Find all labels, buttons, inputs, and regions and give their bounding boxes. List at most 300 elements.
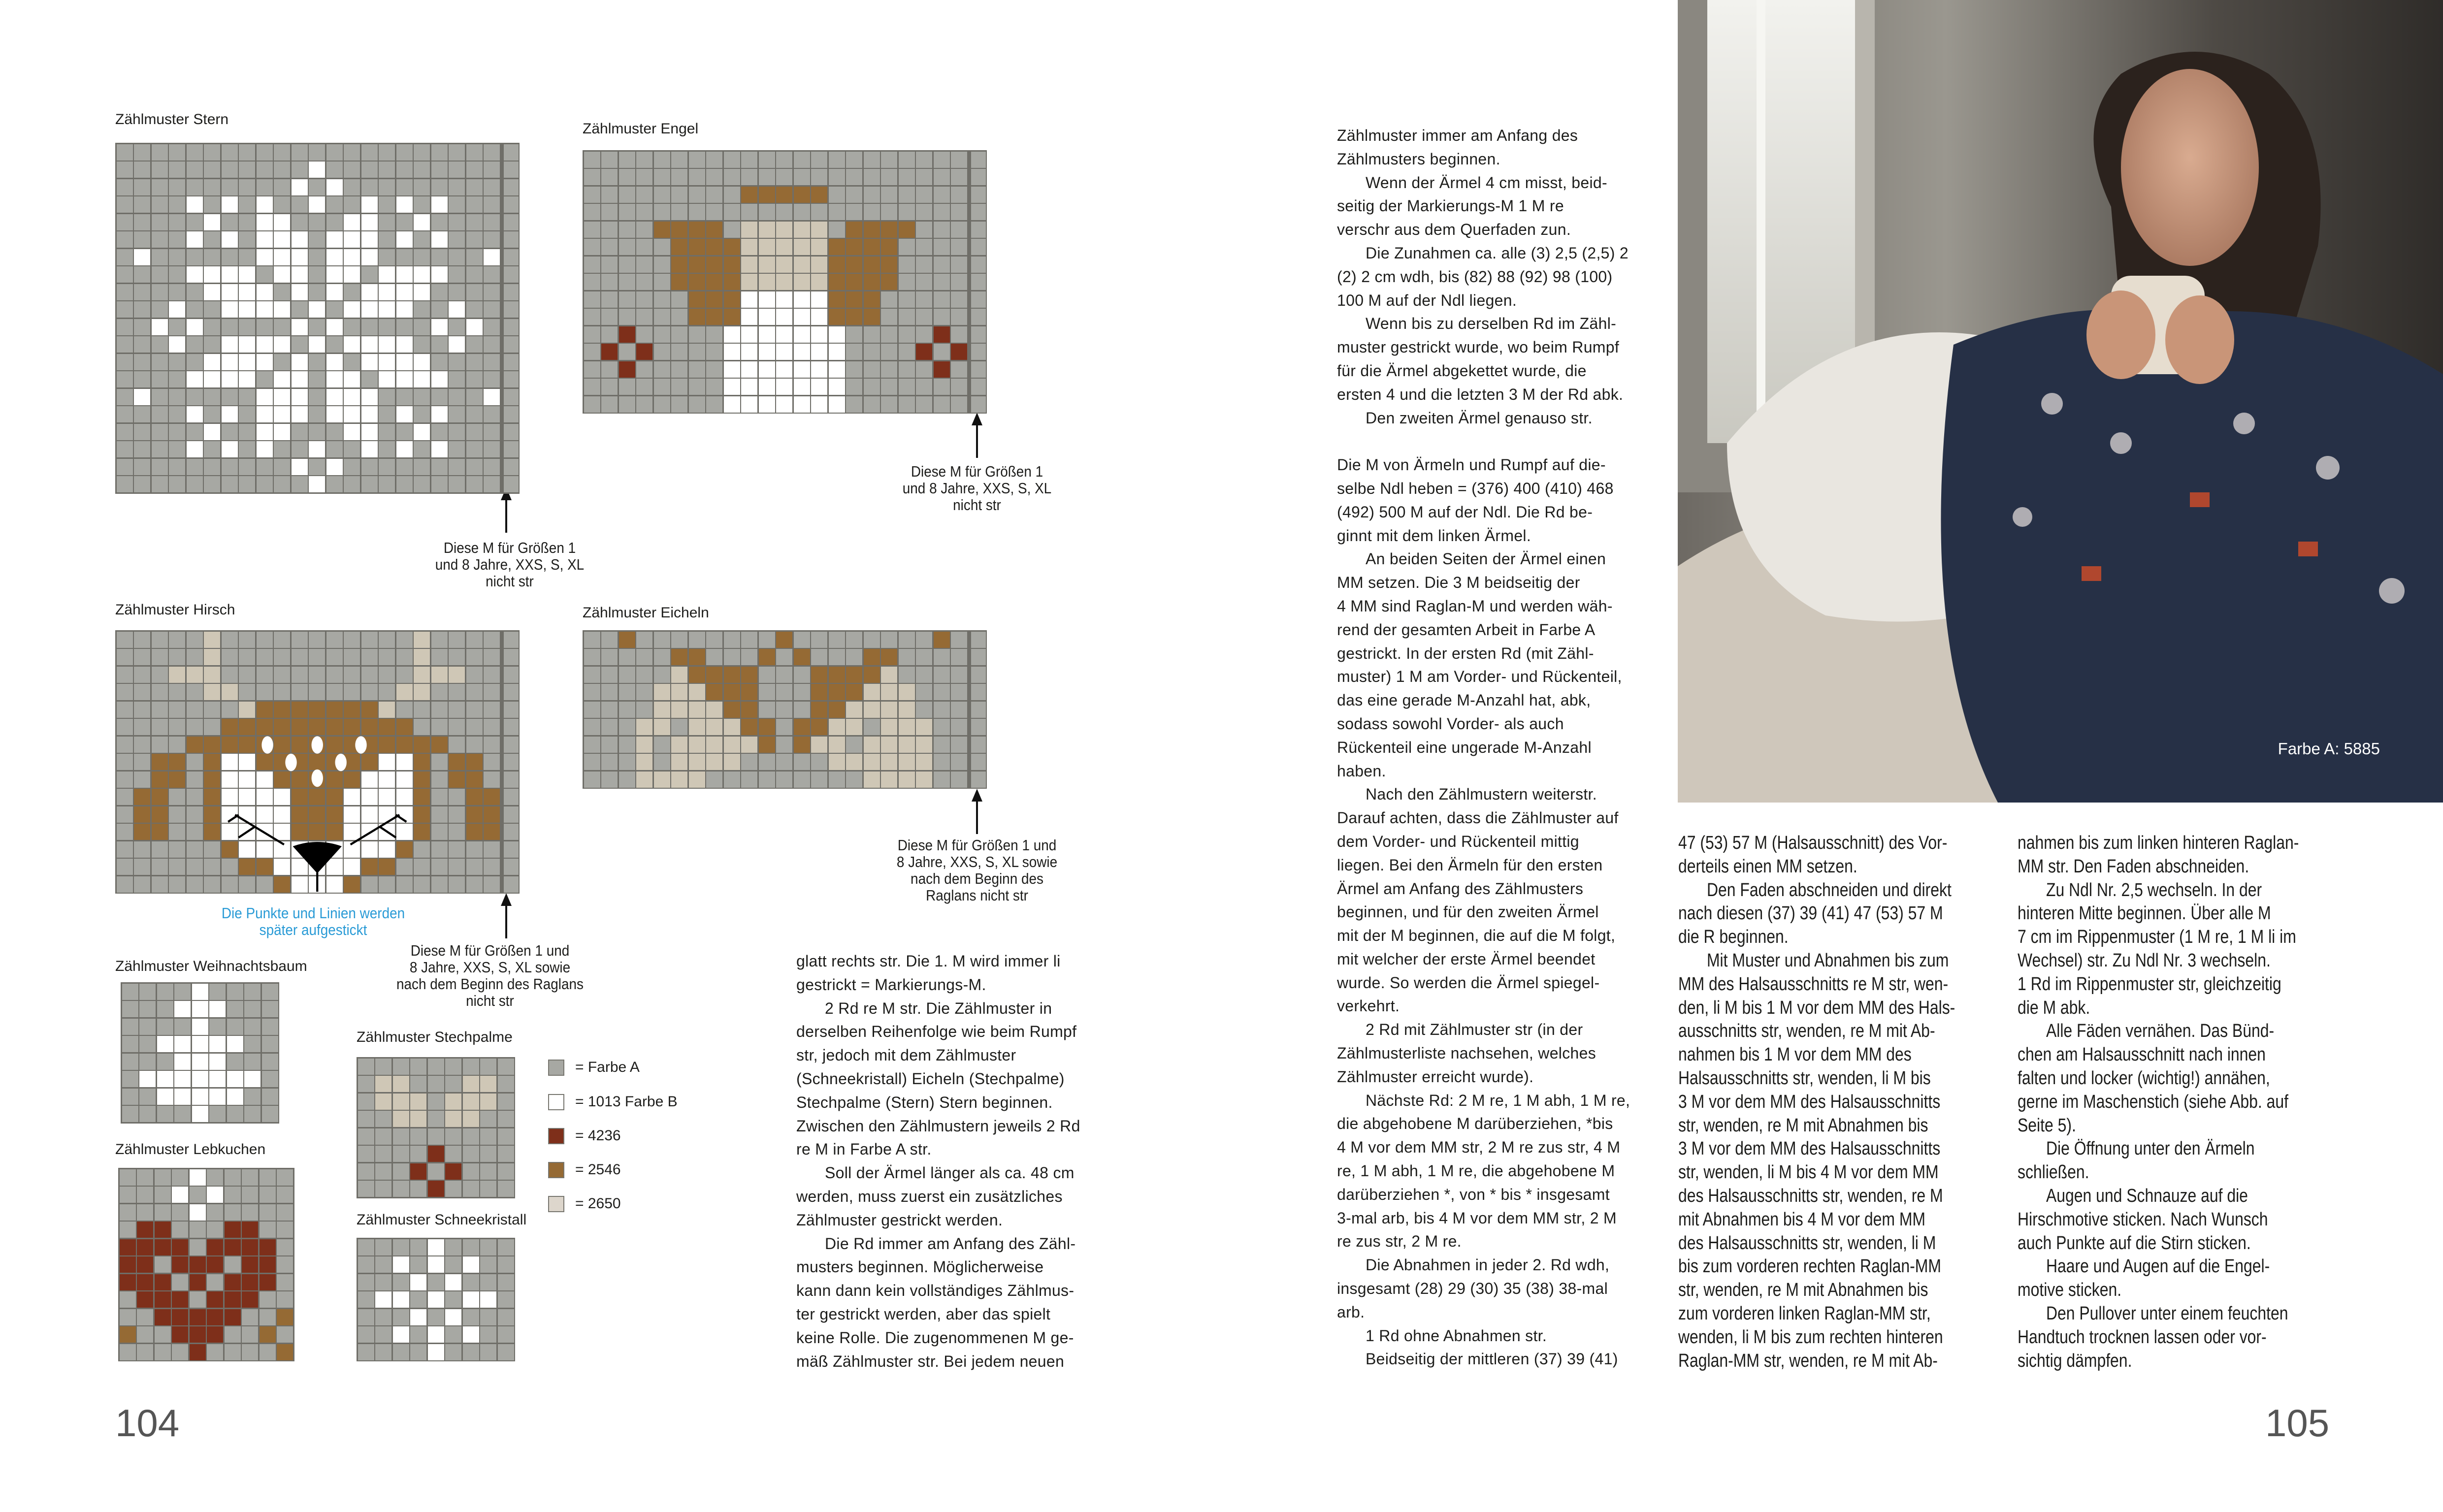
chart-cell [410,1181,426,1197]
chart-cell [706,719,722,735]
chart-cell [169,424,185,440]
chart-cell [671,379,687,395]
chart-cell [899,379,915,395]
chart-cell [601,702,618,718]
text-line: MM des Halsausschnitts re M str, wen- [1678,973,1949,995]
chart-cell [776,396,792,413]
chart-cell [484,249,500,265]
chart-cell [484,301,500,318]
chart-cell [207,1309,223,1325]
note-engel [888,463,1066,514]
chart-cell [209,984,226,1000]
chart-cell [361,266,378,283]
marker-stitch-column [969,630,987,789]
chart-cell [375,1163,391,1180]
chart-cell [654,222,670,238]
chart-cell [951,344,967,360]
chart-cell [292,371,308,387]
chart-cell [361,459,378,475]
chart-cell [155,1239,171,1255]
chart-cell [117,231,133,248]
text-line: darüberziehen *, von * bis * insgesamt [1337,1185,1610,1203]
chart-cell [257,371,273,387]
color-swatch [548,1196,564,1212]
chart-cell [899,169,915,185]
marker-cell [504,476,519,492]
chart-cell [794,684,810,700]
chart-cell [277,1204,293,1221]
chart-cell [227,984,243,1000]
chart-cell [277,1326,293,1343]
chart-cell [157,1106,173,1122]
note-stern [421,540,598,590]
chart-cell [584,737,600,753]
chart-cell [759,361,775,378]
chart-cell [445,1239,461,1255]
chart-cell [174,1001,191,1017]
chart-cell [449,406,465,422]
chart-cell [899,344,915,360]
chart-cell [846,187,862,203]
chart-cell [204,266,220,283]
chart-cell [724,754,740,770]
chart-cell [187,424,203,440]
chart-cell [724,361,740,378]
marker-cell [504,249,519,265]
chart-cell [864,187,880,203]
chart-cell [584,291,600,308]
chart-cell [120,1256,136,1273]
chart-cell [498,1094,514,1110]
text-column-3 [1678,832,2013,1373]
text-line: rend der gesamten Arbeit in Farbe A [1337,620,1596,639]
text-line: re zus str, 2 M re. [1337,1232,1462,1251]
text-line: falten und locker (wichtig!) annähen, [2018,1067,2270,1089]
chart-cell [187,249,203,265]
text-line: Die M von Ärmeln und Rumpf auf die- [1337,456,1606,474]
chart-cell [358,1128,374,1145]
chart-cell [846,379,862,395]
chart-cell [358,1326,374,1343]
chart-cell [706,187,722,203]
chart-cell [601,187,618,203]
chart-cell [846,152,862,168]
chart-cell [934,737,950,753]
chart-cell [326,161,343,178]
chart-cell [260,1344,276,1360]
chart-cell [292,179,308,195]
chart-cell [689,222,705,238]
chart-cell [204,336,220,353]
chart-cell [174,1089,191,1105]
text-line: Zählmusterliste nachsehen, welches [1337,1044,1596,1062]
chart-cell [671,684,687,700]
chart-cell [671,152,687,168]
chart-cell [239,266,255,283]
chart-cell [864,667,880,683]
chart-cell [584,361,600,378]
chart-cell [192,1019,208,1035]
chart-cell [619,361,635,378]
chart-cell [361,161,378,178]
chart-cell [239,231,255,248]
chart-cell [846,754,862,770]
chart-grid-weihnachtsbaum [121,982,279,1124]
marker-cell [504,806,519,823]
chart-cell [361,301,378,318]
chart-cell [139,1106,156,1122]
chart-cell [829,187,845,203]
chart-cell [445,1111,461,1127]
chart-cell [152,336,168,353]
chart-cell [204,249,220,265]
chart-cell [899,239,915,255]
legend-label: = Farbe A [575,1059,640,1075]
chart-cell [689,152,705,168]
chart-cell [379,459,395,475]
chart-cell [899,257,915,273]
chart-cell [881,326,897,343]
chart-cell [759,702,775,718]
text-line: das eine gerade M-Anzahl hat, abk, [1337,691,1591,709]
chart-cell [654,187,670,203]
note-line: nicht str [953,496,1001,514]
text-line: keine Rolle. Die zugenommenen M ge- [796,1328,1074,1347]
chart-cell [344,144,360,161]
chart-cell [449,196,465,213]
chart-cell [759,396,775,413]
chart-cell [916,754,932,770]
page-number-right: 105 [2265,1401,2330,1445]
chart-cell [916,152,932,168]
chart-cell [619,667,635,683]
chart-cell [463,1094,479,1110]
chart-cell [916,239,932,255]
chart-cell [192,1054,208,1070]
chart-cell [172,1204,188,1221]
chart-cell [257,231,273,248]
chart-cell [117,336,133,353]
chart-cell [134,389,150,405]
chart-cell [794,772,810,788]
chart-cell [204,371,220,387]
chart-cell [309,406,325,422]
chart-cell [916,291,932,308]
chart-cell [172,1309,188,1325]
chart-cell [274,179,290,195]
text-line: des Halsausschnitts str, wenden, li M [1678,1232,1936,1254]
chart-cell [724,309,740,325]
chart-cell [292,441,308,457]
chart-cell [846,239,862,255]
chart-cell [222,406,238,422]
chart-cell [187,336,203,353]
text-line: hinteren Mitte beginnen. Über alle M [2018,903,2271,924]
chart-cell [951,309,967,325]
chart-cell [344,319,360,335]
chart-cell [480,1326,496,1343]
chart-cell [134,144,150,161]
chart-cell [689,754,705,770]
chart-cell [326,406,343,422]
chart-cell [204,284,220,300]
text-line: dem Vorder- und Rückenteil mittig [1337,832,1579,850]
chart-cell [741,702,757,718]
chart-cell [361,476,378,492]
chart-cell [498,1239,514,1255]
chart-cell [262,984,278,1000]
chart-cell [204,406,220,422]
chart-cell [410,1146,426,1162]
text-line: Seite 5). [2018,1115,2076,1136]
chart-cell [601,326,618,343]
text-line: Ärmel am Anfang des Zählmusters [1337,879,1584,898]
chart-cell [759,667,775,683]
chart-cell [584,632,600,648]
chart-cell [344,266,360,283]
chart-cell [222,214,238,230]
text-line: re, 1 M abh, 1 M re, die abgehobene M [1337,1162,1615,1180]
chart-cell [242,1344,258,1360]
chart-cell [480,1239,496,1255]
chart-cell [449,336,465,353]
chart-cell [137,1256,153,1273]
chart-cell [671,667,687,683]
text-line: Zählmuster immer am Anfang des [1337,127,1578,144]
chart-cell [428,1239,444,1255]
chart-cell [584,667,600,683]
chart-cell [584,204,600,220]
chart-cell [881,309,897,325]
chart-cell [375,1059,391,1075]
chart-cell [934,649,950,665]
chart-cell [601,632,618,648]
chart-cell [934,152,950,168]
chart-cell [262,1001,278,1017]
chart-cell [242,1239,258,1255]
text-line: nahmen bis zum linken hinteren Raglan- [2018,833,2299,853]
chart-cell [811,702,827,718]
chart-cell [242,1256,258,1273]
chart-cell [636,396,652,413]
marker-cell [504,667,519,683]
chart-cell [134,476,150,492]
text-line: Zählmuster erreicht wurde). [1337,1067,1534,1086]
chart-cell [134,371,150,387]
chart-cell [190,1222,206,1238]
chart-cell [881,754,897,770]
chart-cell [134,284,150,300]
chart-cell [829,772,845,788]
text-line: glatt rechts str. Die 1. M wird immer li [796,952,1061,970]
chart-cell [484,161,500,178]
chart-cell [706,309,722,325]
chart-cell [257,389,273,405]
chart-cell [379,371,395,387]
chart-cell [881,257,897,273]
chart-cell [654,396,670,413]
text-line: mit der M beginnen, die auf die M folgt, [1337,927,1616,945]
chart-cell [484,144,500,161]
marker-cell [971,239,986,255]
chart-cell [449,354,465,370]
chart-cell [396,319,413,335]
chart-cell [152,441,168,457]
marker-cell [504,354,519,370]
chart-cell [344,424,360,440]
chart-cell [277,1344,293,1360]
chart-cell [326,214,343,230]
chart-cell [759,772,775,788]
chart-cell [375,1146,391,1162]
chart-cell [636,702,652,718]
chart-cell [309,424,325,440]
chart-cell [654,169,670,185]
chart-cell [934,309,950,325]
chart-cell [654,291,670,308]
text-line: nahmen bis 1 M vor dem MM des [1678,1044,1912,1065]
chart-cell [498,1111,514,1127]
chart-cell [706,152,722,168]
chart-cell [881,379,897,395]
chart-cell [152,424,168,440]
chart-cell [864,274,880,290]
chart-cell [689,344,705,360]
chart-cell [619,152,635,168]
chart-cell [934,667,950,683]
chart-cell [152,284,168,300]
chart-cell [209,1054,226,1070]
chart-cell [257,214,273,230]
chart-cell [689,274,705,290]
chart-cell [794,204,810,220]
chart-cell [257,424,273,440]
chart-cell [152,371,168,387]
chart-cell [410,1291,426,1308]
text-line: muster gestrickt wurde, wo beim Rumpf [1337,338,1620,356]
chart-cell [899,632,915,648]
chart-cell [899,187,915,203]
chart-cell [881,667,897,683]
chart-cell [619,326,635,343]
chart-cell [396,441,413,457]
chart-cell [724,291,740,308]
chart-cell [207,1239,223,1255]
chart-cell [671,309,687,325]
marker-stitch-column [969,150,987,414]
chart-cell [636,222,652,238]
chart-cell [222,161,238,178]
chart-cell [864,379,880,395]
chart-cell [776,222,792,238]
chart-cell [671,754,687,770]
chart-cell [899,204,915,220]
chart-cell [117,214,133,230]
chart-cell [759,684,775,700]
chart-cell [619,187,635,203]
chart-cell [309,319,325,335]
chart-cell [379,284,395,300]
chart-title-schneekristall: Zählmuster Schneekristall [357,1212,527,1228]
chart-cell [864,361,880,378]
marker-cell [504,336,519,353]
chart-cell [262,1089,278,1105]
chart-cell [262,1054,278,1070]
chart-cell [190,1256,206,1273]
chart-cell [689,239,705,255]
text-line: für die Ärmel abgekettet wurde, die [1337,361,1587,380]
chart-cell [741,396,757,413]
chart-cell [829,326,845,343]
chart-cell [225,1309,241,1325]
chart-cell [274,441,290,457]
chart-cell [326,441,343,457]
text-line: sodass sowohl Vorder- als auch [1337,714,1564,733]
chart-cell [689,632,705,648]
chart-cell [741,222,757,238]
chart-cell [463,1181,479,1197]
chart-cell [431,319,448,335]
chart-cell [155,1256,171,1273]
chart-cell [811,239,827,255]
chart-cell [864,737,880,753]
note-embroidery [216,905,411,938]
chart-cell [724,719,740,735]
chart-cell [309,196,325,213]
chart-cell [292,354,308,370]
chart-cell [654,344,670,360]
text-line: auch Punkte auf die Stirn sticken. [2018,1232,2251,1254]
chart-cell [636,361,652,378]
chart-cell [204,354,220,370]
chart-cell [169,161,185,178]
text-line: Den zweiten Ärmel genauso str. [1366,409,1593,427]
chart-cell [934,169,950,185]
chart-cell [414,214,430,230]
chart-cell [274,231,290,248]
chart-cell [379,389,395,405]
chart-cell [192,1089,208,1105]
text-line: seitig der Markierungs-M 1 M re [1337,197,1564,215]
chart-cell [654,667,670,683]
text-line: (2) 2 cm wdh, bis (82) 88 (92) 98 (100) [1337,267,1613,286]
text-line: 7 cm im Rippenmuster (1 M re, 1 M li im [2018,927,2296,948]
chart-cell [776,719,792,735]
chart-title-weihnachtsbaum: Zählmuster Weihnachtsbaum [115,958,307,974]
chart-cell [619,344,635,360]
chart-cell [292,319,308,335]
chart-cell [207,1344,223,1360]
chart-cell [498,1146,514,1162]
chart-cell [706,632,722,648]
chart-cell [776,239,792,255]
chart-cell [204,319,220,335]
chart-cell [209,1106,226,1122]
chart-cell [741,754,757,770]
chart-cell [187,371,203,387]
chart-cell [414,179,430,195]
chart-cell [846,361,862,378]
chart-cell [309,389,325,405]
chart-cell [601,667,618,683]
chart-cell [846,204,862,220]
chart-cell [916,684,932,700]
chart-cell [480,1146,496,1162]
chart-cell [379,354,395,370]
text-line: schließen. [2018,1162,2089,1183]
chart-cell [466,284,483,300]
chart-cell [187,459,203,475]
